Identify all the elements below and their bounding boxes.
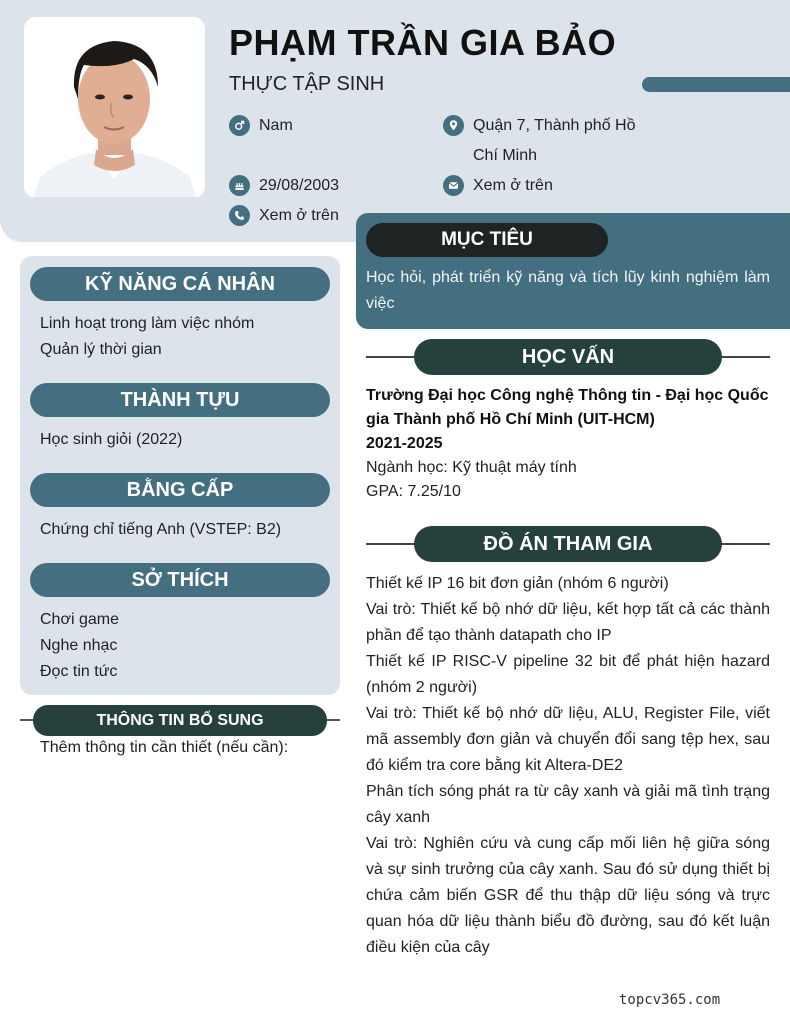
achievement-item: Học sinh giỏi (2022) xyxy=(40,431,183,448)
additional-title: THÔNG TIN BỔ SUNG xyxy=(33,705,327,736)
education-years: 2021-2025 xyxy=(366,435,443,452)
hobby-item: Nghe nhạc xyxy=(40,637,118,654)
education-major: Ngành học: Kỹ thuật máy tính xyxy=(366,459,577,476)
project-item: Phân tích sóng phát ra từ cây xanh và giải mã tình trạng cây xanh xyxy=(366,783,770,826)
certificates-title: BẰNG CẤP xyxy=(30,473,330,507)
objective-section xyxy=(356,213,790,329)
skills-title: KỸ NĂNG CÁ NHÂN xyxy=(30,267,330,301)
skill-item: Linh hoạt trong làm việc nhóm xyxy=(40,315,255,332)
email-info xyxy=(443,171,553,201)
location-icon xyxy=(443,115,464,136)
phone-value: Xem ở trên xyxy=(259,207,339,224)
address-info xyxy=(443,111,643,171)
hobbies-title: SỞ THÍCH xyxy=(30,563,330,597)
objective-text: Học hỏi, phát triển kỹ năng và tích lũy kinh nghiệm làm việc xyxy=(366,269,770,312)
project-item: Vai trò: Thiết kế bộ nhớ dữ liệu, ALU, Register File, viết mã assembly đơn giản và chuyển đổi sang tệp hex, sau đó kiểm tra core bằng kit Altera-DE2 xyxy=(366,705,770,774)
phone-icon xyxy=(229,205,250,226)
certificate-item: Chứng chỉ tiếng Anh (VSTEP: B2) xyxy=(40,521,282,538)
project-item: Vai trò: Nghiên cứu và cung cấp mối liên hệ giữa sóng và sự sinh trưởng của cây xanh. Sau đó sử dụng thiết bị chứa cảm biến GSR để thu thập dữ liệu sóng và trực quan hóa dữ liệu thành biểu đồ đường, sau đó kết luận điều kiện của cây xyxy=(366,835,770,956)
project-item: Thiết kế IP RISC-V pipeline 32 bit để phát hiện hazard (nhóm 2 người) xyxy=(366,653,770,696)
project-item: Thiết kế IP 16 bit đơn giản (nhóm 6 người) xyxy=(366,575,669,592)
education-section xyxy=(366,384,770,504)
skill-item: Quản lý thời gian xyxy=(40,341,162,358)
education-gpa: GPA: 7.25/10 xyxy=(366,483,461,500)
school-name: Trường Đại học Công nghệ Thông tin - Đại học Quốc gia Thành phố Hồ Chí Minh (UIT-HCM) xyxy=(366,387,769,428)
birthday-info xyxy=(229,171,339,201)
projects-section xyxy=(366,571,770,961)
additional-text: Thêm thông tin cần thiết (nếu cần): xyxy=(40,739,289,756)
job-title: THỰC TẬP SINH xyxy=(229,73,385,95)
email-icon xyxy=(443,175,464,196)
gender-icon xyxy=(229,115,250,136)
email-value: Xem ở trên xyxy=(473,177,553,194)
gender-value: Nam xyxy=(259,117,293,134)
candidate-name: PHẠM TRẦN GIA BẢO xyxy=(229,22,617,63)
watermark: topcv365.com xyxy=(619,992,721,1008)
hobby-item: Chơi game xyxy=(40,611,119,628)
address-value: Quận 7, Thành phố Hồ Chí Minh xyxy=(473,117,636,164)
hobby-item: Đọc tin tức xyxy=(40,663,118,680)
project-item: Vai trò: Thiết kế bộ nhớ dữ liệu, kết hợp tất cả các thành phần để tạo thành datapath cho IP xyxy=(366,601,770,644)
accent-bar xyxy=(642,77,790,92)
objective-title: MỤC TIÊU xyxy=(366,223,608,257)
projects-title: ĐỒ ÁN THAM GIA xyxy=(414,526,722,562)
phone-info xyxy=(229,201,339,231)
profile-photo xyxy=(24,17,205,198)
gender-info xyxy=(229,111,293,141)
achievements-title: THÀNH TỰU xyxy=(30,383,330,417)
birthday-value: 29/08/2003 xyxy=(259,177,340,194)
education-title: HỌC VẤN xyxy=(414,339,722,375)
birthday-cake-icon xyxy=(229,175,250,196)
left-panel xyxy=(20,256,340,695)
